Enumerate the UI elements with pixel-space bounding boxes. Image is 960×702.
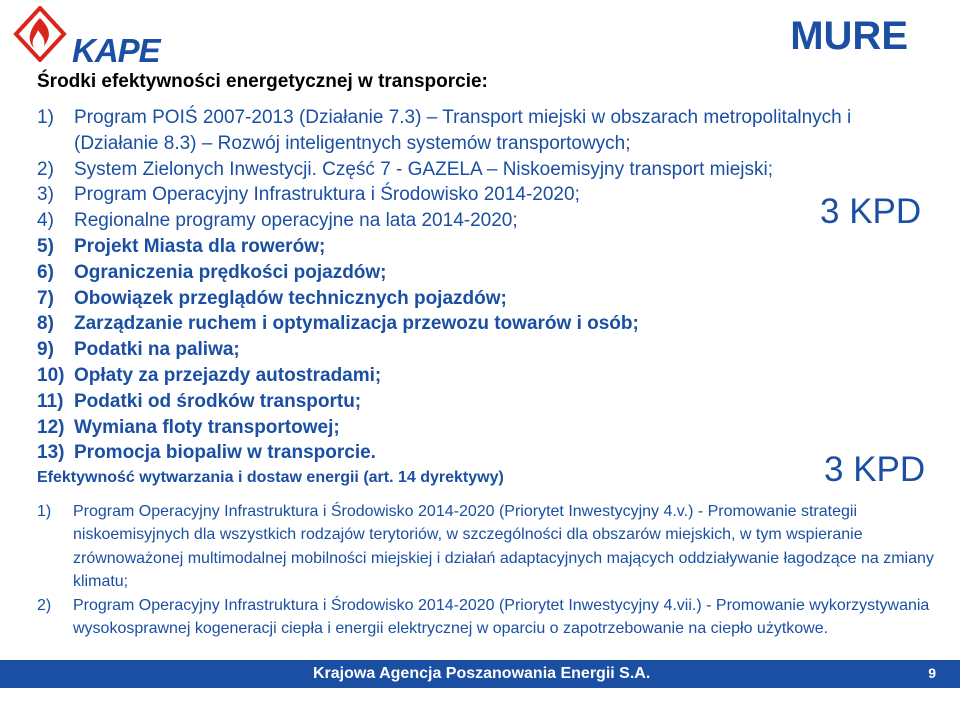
page-heading: Środki efektywności energetycznej w transporcie: <box>37 71 488 92</box>
item-number: 8) <box>37 313 54 335</box>
list-item <box>37 389 937 415</box>
list-item <box>37 286 937 312</box>
item-text: Opłaty za przejazdy autostradami; <box>74 364 382 386</box>
list-item <box>37 208 937 234</box>
item-text: Podatki na paliwa; <box>74 339 240 361</box>
list-item <box>37 311 937 337</box>
kpd-label: 3 KPD <box>820 192 922 231</box>
list-item <box>37 363 937 389</box>
item-text: Podatki od środków transportu; <box>74 390 362 412</box>
list-item <box>37 234 937 260</box>
item-number: 10) <box>37 364 65 386</box>
item-text: Projekt Miasta dla rowerów; <box>74 235 326 257</box>
mure-title: MURE <box>790 14 908 58</box>
list-item <box>37 500 937 594</box>
list-item <box>37 157 937 183</box>
item-text: Program Operacyjny Infrastruktura i Środowisko 2014-2020 (Priorytet Inwestycyjny 4.v.) - Promowanie strategii niskoemisyjnych dla wszystkich rodzajów terytoriów, w szczególności dla obszarów miejskich, w tym wspieranie zrównoważonej multimodalnej mobilności miejskiej i działań adaptacyjnych mających oddziaływanie łagodzące na zmiany klimatu; <box>73 503 934 591</box>
page-number: 9 <box>928 665 936 681</box>
transport-measures-list <box>37 105 937 466</box>
list-item <box>37 440 937 466</box>
item-text: Obowiązek przeglądów technicznych pojazdów; <box>74 287 507 309</box>
footer-organization: Krajowa Agencja Poszanowania Energii S.A. <box>313 665 651 682</box>
item-number: 2) <box>37 596 52 614</box>
footer-bar <box>0 660 960 688</box>
list-item <box>37 415 937 441</box>
logo-wordmark: KAPE <box>72 32 160 69</box>
energy-supply-measures-list <box>37 500 937 640</box>
item-text: Regionalne programy operacyjne na lata 2014-2020; <box>74 210 518 232</box>
item-text: Promocja biopaliw w transporcie. <box>74 442 376 464</box>
section-subheading: Efektywność wytwarzania i dostaw energii (art. 14 dyrektywy) <box>37 469 504 486</box>
list-item <box>37 337 937 363</box>
item-number: 5) <box>37 235 54 257</box>
item-number: 13) <box>37 442 65 464</box>
kpd-label: 3 KPD <box>824 450 926 489</box>
item-number: 11) <box>37 390 64 412</box>
item-text: Program Operacyjny Infrastruktura i Środowisko 2014-2020; <box>74 184 580 206</box>
list-item <box>37 594 937 641</box>
item-number: 9) <box>37 339 54 361</box>
kape-logo <box>10 6 160 69</box>
list-item <box>37 260 937 286</box>
kape-flame-icon <box>10 6 70 62</box>
list-item <box>37 182 937 208</box>
item-number: 1) <box>37 107 54 128</box>
item-number: 7) <box>37 287 54 309</box>
item-number: 4) <box>37 210 54 232</box>
list-item <box>37 105 937 157</box>
item-number: 3) <box>37 184 54 206</box>
item-number: 12) <box>37 416 65 438</box>
item-text: System Zielonych Inwestycji. Część 7 - GAZELA – Niskoemisyjny transport miejski; <box>74 158 773 180</box>
item-number: 6) <box>37 261 54 283</box>
item-text: Ograniczenia prędkości pojazdów; <box>74 261 387 283</box>
item-number: 1) <box>37 503 52 520</box>
item-text: Program Operacyjny Infrastruktura i Środowisko 2014-2020 (Priorytet Inwestycyjny 4.vii.) - Promowanie wykorzystywania wysokosprawnej kogeneracji ciepła i energii elektrycznej w oparciu o zapotrzebowanie na ciepło użytkowe. <box>73 596 930 638</box>
item-text: Zarządzanie ruchem i optymalizacja przewozu towarów i osób; <box>74 313 639 335</box>
item-text: Program POIŚ 2007-2013 (Działanie 7.3) – Transport miejski w obszarach metropolitalnych i (Działanie 8.3) – Rozwój inteligentnych systemów transportowych; <box>74 107 852 154</box>
item-number: 2) <box>37 158 54 180</box>
item-text: Wymiana floty transportowej; <box>74 416 340 438</box>
